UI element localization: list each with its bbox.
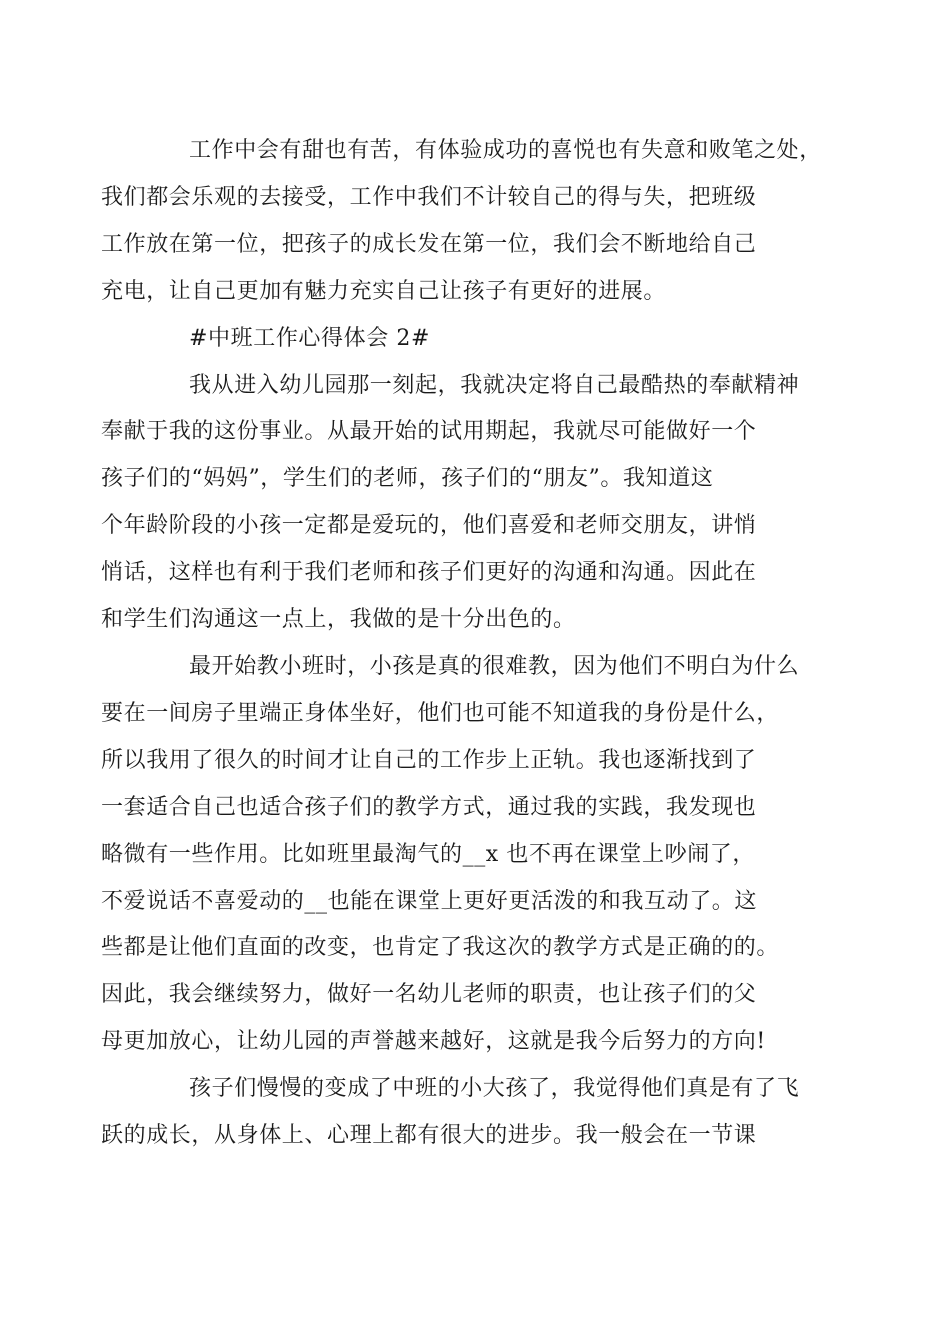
- text-line: 工作放在第一位，把孩子的成长发在第一位，我们会不断地给自己: [101, 231, 757, 257]
- text-line: 最开始教小班时，小孩是真的很难教，因为他们不明白为什么: [189, 653, 800, 679]
- section-heading: [145, 316, 825, 363]
- text-line: 略微有一些作用。比如班里最淘气的__x 也不再在课堂上吵闹了，: [101, 841, 756, 867]
- text-line: 孩子们慢慢的变成了中班的小大孩了，我觉得他们真是有了飞: [189, 1076, 800, 1102]
- text-line: 充电，让自己更加有魅力充实自己让孩子有更好的进展。: [101, 278, 667, 304]
- text-line: 奉献于我的这份事业。从最开始的试用期起，我就尽可能做好一个: [101, 419, 757, 445]
- text-line: 因此，我会继续努力，做好一名幼儿老师的职责，也让孩子们的父: [101, 982, 757, 1008]
- text-line: 跃的成长，从身体上、心理上都有很大的进步。我一般会在一节课: [101, 1123, 757, 1149]
- text-line: 孩子们的“妈妈”，学生们的老师，孩子们的“朋友”。我知道这: [101, 466, 714, 492]
- text-line: 和学生们沟通这一点上，我做的是十分出色的。: [101, 607, 576, 633]
- text-line: 我们都会乐观的去接受，工作中我们不计较自己的得与失，把班级: [101, 184, 757, 210]
- text-line: 不爱说话不喜爱动的__也能在课堂上更好更活泼的和我互动了。这: [101, 888, 758, 914]
- text-line: 我从进入幼儿园那一刻起，我就决定将自己最酷热的奉献精神: [189, 372, 800, 398]
- text-line: 悄话，这样也有利于我们老师和孩子们更好的沟通和沟通。因此在: [101, 560, 757, 586]
- text-line: 个年龄阶段的小孩一定都是爱玩的，他们喜爱和老师交朋友，讲悄: [101, 513, 757, 539]
- text-line: 工作中会有甜也有苦，有体验成功的喜悦也有失意和败笔之处，: [189, 138, 822, 163]
- paragraph-work-attitude: [101, 128, 825, 316]
- text-line: 些都是让他们直面的改变，也肯定了我这次的教学方式是正确的的。: [101, 935, 780, 961]
- text-line: 要在一间房子里端正身体坐好，他们也可能不知道我的身份是什么，: [101, 700, 780, 726]
- paragraph-teaching-small-class: [101, 644, 825, 1066]
- document-body: [101, 128, 825, 1160]
- paragraph-joining-kindergarten: [101, 363, 825, 644]
- paragraph-middle-class-growth: [101, 1066, 825, 1160]
- text-line: 母更加放心，让幼儿园的声誉越来越好，这就是我今后努力的方向!: [101, 1029, 766, 1055]
- section-heading-text: #中班工作心得体会 2#: [189, 325, 431, 351]
- text-line: 所以我用了很久的时间才让自己的工作步上正轨。我也逐渐找到了: [101, 747, 757, 773]
- text-line: 一套适合自己也适合孩子们的教学方式，通过我的实践，我发现也: [101, 794, 757, 820]
